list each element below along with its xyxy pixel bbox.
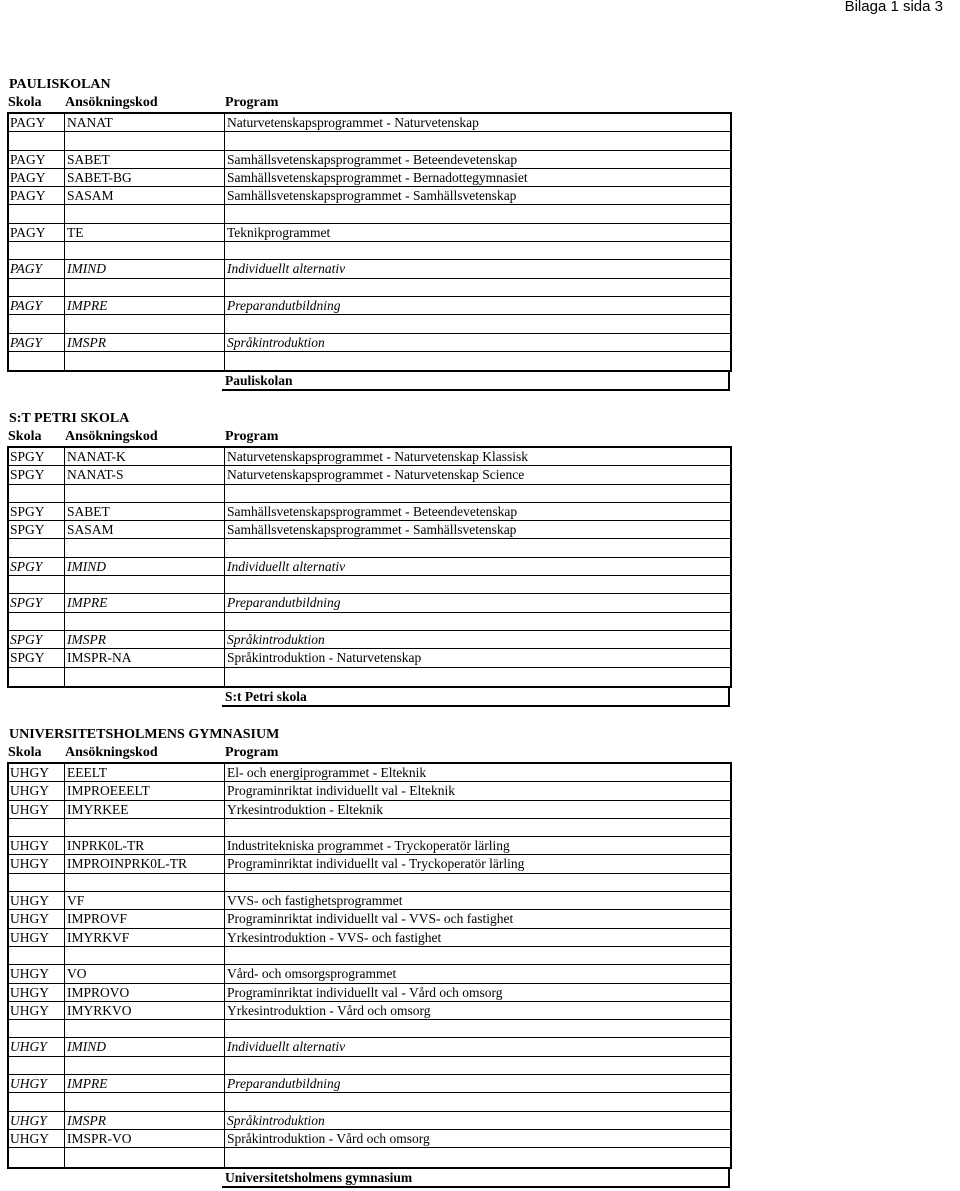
column-header (7, 744, 732, 762)
blank-row (9, 947, 730, 965)
blank-row (9, 485, 730, 503)
program-cell: Språkintroduktion - Naturvetenskap (227, 650, 422, 666)
section-2 (7, 410, 732, 707)
section-footer (222, 686, 730, 707)
school-cell: UHGY (10, 801, 49, 817)
school-cell: SPGY (10, 558, 43, 574)
code-cell: VO (67, 966, 87, 982)
program-cell: Språkintroduktion (227, 334, 325, 350)
blank-row (9, 668, 730, 686)
table-row (9, 151, 730, 169)
school-cell: SPGY (10, 467, 45, 483)
school-cell: UHGY (10, 1130, 49, 1146)
blank-row (9, 132, 730, 150)
code-cell: INPRK0L-TR (67, 838, 145, 854)
column-header (7, 428, 732, 446)
code-col-header: Ansökningskod (65, 95, 158, 110)
table-row (9, 782, 730, 800)
blank-row (9, 613, 730, 631)
code-cell: IMSPR-NA (67, 650, 132, 666)
program-col-header: Program (225, 429, 279, 444)
school-cell: UHGY (10, 856, 49, 872)
table-row (9, 910, 730, 928)
table-row (9, 521, 730, 539)
table-row (9, 764, 730, 782)
code-cell: SASAM (67, 522, 114, 538)
table-row (9, 260, 730, 278)
school-cell: UHGY (10, 911, 49, 927)
blank-row (9, 315, 730, 333)
table-row (9, 558, 730, 576)
table-row (9, 466, 730, 484)
code-cell: SABET (67, 151, 110, 167)
school-col-header: Skola (8, 429, 42, 444)
school-cell: UHGY (10, 1002, 49, 1018)
page-label: Bilaga 1 sida 3 (844, 0, 943, 15)
section-title: S:T PETRI SKOLA (9, 411, 130, 426)
school-cell: UHGY (10, 783, 49, 799)
table-row (9, 169, 730, 187)
code-cell: EEELT (67, 765, 107, 780)
school-cell: PAGY (10, 169, 46, 185)
school-cell: SPGY (10, 595, 43, 611)
blank-row (9, 279, 730, 297)
blank-row (9, 242, 730, 260)
table-row (9, 984, 730, 1002)
blank-row (9, 1093, 730, 1111)
blank-row (9, 1020, 730, 1038)
school-cell: SPGY (10, 449, 45, 464)
table-row (9, 334, 730, 352)
code-cell: IMIND (67, 1039, 106, 1055)
program-cell: Yrkesintroduktion - Vård och omsorg (227, 1002, 431, 1018)
school-cell: UHGY (10, 966, 49, 982)
program-cell: Programinriktat individuellt val - Elteknik (227, 783, 455, 799)
school-cell: UHGY (10, 1076, 47, 1092)
table-row (9, 1075, 730, 1093)
program-cell: El- och energiprogrammet - Elteknik (227, 765, 427, 780)
code-col-header: Ansökningskod (65, 429, 158, 444)
code-cell: IMPRE (67, 297, 108, 313)
program-cell: Preparandutbildning (227, 595, 341, 611)
program-cell: Samhällsvetenskapsprogrammet - Bernadottegymnasiet (227, 169, 528, 185)
school-cell: PAGY (10, 297, 43, 313)
program-cell: Programinriktat individuellt val - Tryckoperatör lärling (227, 856, 525, 872)
table-row (9, 855, 730, 873)
code-cell: IMYRKEE (67, 801, 129, 817)
table-row (9, 631, 730, 649)
table-row (9, 503, 730, 521)
code-cell: IMPROEEELT (67, 783, 150, 799)
blank-row (9, 576, 730, 594)
program-table (7, 112, 732, 372)
code-cell: NANAT-K (67, 449, 126, 464)
school-cell: SPGY (10, 503, 45, 519)
section-3 (7, 726, 732, 1188)
program-cell: Programinriktat individuellt val - VVS- och fastighet (227, 911, 514, 927)
program-cell: Naturvetenskapsprogrammet - Naturvetenskap Klassisk (227, 449, 529, 464)
code-cell: NANAT (67, 115, 113, 130)
program-cell: Yrkesintroduktion - Elteknik (227, 801, 383, 817)
school-cell: PAGY (10, 188, 46, 204)
blank-row (9, 352, 730, 370)
table-row (9, 187, 730, 205)
program-cell: Samhällsvetenskapsprogrammet - Beteendevetenskap (227, 503, 518, 519)
program-cell: Individuellt alternativ (227, 1039, 346, 1055)
code-cell: IMIND (67, 261, 106, 277)
program-cell: Språkintroduktion (227, 1112, 325, 1128)
code-cell: TE (67, 224, 84, 240)
school-cell: SPGY (10, 522, 45, 538)
table-row (9, 1002, 730, 1020)
table-row (9, 1130, 730, 1148)
column-divider (224, 448, 225, 686)
program-col-header: Program (225, 745, 279, 760)
program-cell: Programinriktat individuellt val - Vård och omsorg (227, 984, 503, 1000)
blank-row (9, 205, 730, 223)
program-cell: Språkintroduktion (227, 631, 325, 647)
school-cell: PAGY (10, 115, 46, 130)
code-cell: VF (67, 893, 85, 909)
table-row (9, 1112, 730, 1130)
school-cell: UHGY (10, 893, 49, 909)
table-row (9, 297, 730, 315)
program-cell: Naturvetenskapsprogrammet - Naturvetenskap (227, 115, 479, 130)
program-cell: Preparandutbildning (227, 297, 341, 313)
school-cell: PAGY (10, 261, 43, 277)
code-cell: IMYRKVO (67, 1002, 132, 1018)
program-table (7, 446, 732, 688)
code-cell: IMPROVO (67, 984, 130, 1000)
blank-row (9, 874, 730, 892)
school-cell: SPGY (10, 650, 45, 666)
blank-row (9, 539, 730, 557)
program-cell: Individuellt alternativ (227, 261, 346, 277)
section-title: PAULISKOLAN (9, 77, 111, 92)
code-cell: IMSPR (67, 1112, 106, 1128)
school-cell: PAGY (10, 334, 43, 350)
column-divider (224, 114, 225, 370)
code-cell: SABET-BG (67, 169, 132, 185)
table-row (9, 801, 730, 819)
program-cell: Individuellt alternativ (227, 558, 346, 574)
program-cell: Teknikprogrammet (227, 224, 331, 240)
section-footer (222, 370, 730, 391)
section-1 (7, 76, 732, 391)
school-cell: UHGY (10, 984, 49, 1000)
blank-row (9, 1148, 730, 1166)
column-divider (64, 448, 65, 686)
code-cell: SASAM (67, 188, 114, 204)
program-cell: Vård- och omsorgsprogrammet (227, 966, 397, 982)
program-cell: Språkintroduktion - Vård och omsorg (227, 1130, 430, 1146)
school-cell: SPGY (10, 631, 43, 647)
code-cell: NANAT-S (67, 467, 124, 483)
table-row (9, 1038, 730, 1056)
blank-row (9, 819, 730, 837)
footer-label: S:t Petri skola (225, 688, 307, 704)
code-cell: IMPRE (67, 1076, 108, 1092)
column-divider (224, 764, 225, 1167)
table-row (9, 929, 730, 947)
code-col-header: Ansökningskod (65, 745, 158, 760)
school-cell: UHGY (10, 765, 49, 780)
table-row (9, 649, 730, 667)
table-row (9, 224, 730, 242)
column-divider (64, 114, 65, 370)
school-cell: UHGY (10, 1112, 47, 1128)
column-divider (64, 764, 65, 1167)
code-cell: IMPROINPRK0L-TR (67, 856, 188, 872)
school-cell: PAGY (10, 224, 46, 240)
program-cell: VVS- och fastighetsprogrammet (227, 893, 403, 909)
program-cell: Naturvetenskapsprogrammet - Naturvetenskap Science (227, 467, 525, 483)
table-row (9, 594, 730, 612)
code-cell: IMSPR (67, 631, 106, 647)
section-title: UNIVERSITETSHOLMENS GYMNASIUM (9, 727, 280, 742)
program-cell: Industritekniska programmet - Tryckoperatör lärling (227, 838, 510, 854)
school-col-header: Skola (8, 745, 42, 760)
program-cell: Samhällsvetenskapsprogrammet - Samhällsvetenskap (227, 522, 517, 538)
table-row (9, 965, 730, 983)
program-cell: Samhällsvetenskapsprogrammet - Samhällsvetenskap (227, 188, 517, 204)
code-cell: SABET (67, 503, 110, 519)
footer-label: Universitetsholmens gymnasium (225, 1169, 413, 1185)
program-table (7, 762, 732, 1169)
school-cell: PAGY (10, 151, 46, 167)
table-row (9, 892, 730, 910)
school-col-header: Skola (8, 95, 42, 110)
school-cell: UHGY (10, 929, 49, 945)
code-cell: IMSPR-VO (67, 1130, 132, 1146)
code-cell: IMPROVF (67, 911, 128, 927)
table-row (9, 448, 730, 466)
program-col-header: Program (225, 95, 279, 110)
section-footer (222, 1167, 730, 1188)
school-cell: UHGY (10, 1039, 47, 1055)
table-row (9, 837, 730, 855)
school-cell: UHGY (10, 838, 49, 854)
column-header (7, 94, 732, 112)
program-cell: Yrkesintroduktion - VVS- och fastighet (227, 929, 442, 945)
blank-row (9, 1057, 730, 1075)
code-cell: IMPRE (67, 595, 108, 611)
code-cell: IMSPR (67, 334, 106, 350)
code-cell: IMIND (67, 558, 106, 574)
table-row (9, 114, 730, 132)
code-cell: IMYRKVF (67, 929, 130, 945)
program-cell: Preparandutbildning (227, 1076, 341, 1092)
program-cell: Samhällsvetenskapsprogrammet - Beteendevetenskap (227, 151, 518, 167)
footer-label: Pauliskolan (225, 373, 293, 389)
